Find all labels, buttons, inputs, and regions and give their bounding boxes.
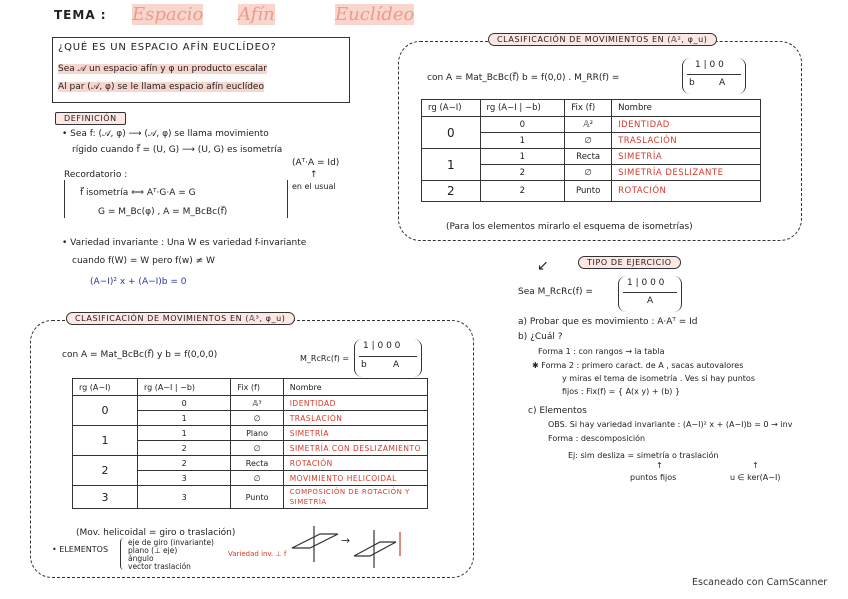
cell-nombre: IDENTIDAD [612, 117, 761, 133]
table-header-row [73, 379, 428, 396]
clasif-a3-note: (Mov. helicoidal = giro o traslación) [76, 528, 236, 538]
variedad-inv-note: Variedad inv. ⊥ f [228, 550, 287, 558]
cell-rg-b: 1 [480, 133, 565, 149]
cell-rg: 2 [73, 456, 138, 486]
clasif-a3-table [72, 378, 428, 509]
tipo-ej-arrow-2: ↑ [752, 461, 759, 470]
cell-fix: 𝔸³ [231, 396, 283, 411]
table-row [73, 456, 428, 471]
matrix-row-2-left: b [361, 360, 367, 370]
tipo-a: a) Probar que es movimiento : A·Aᵀ = Id [518, 317, 698, 327]
cell-fix: ∅ [565, 165, 612, 181]
cell-nombre: TRASLACIÓN [283, 411, 427, 426]
recordatorio-label: Recordatorio : [64, 170, 128, 180]
clasif-a2-title: CLASIFICACIÓN DE MOVIMIENTOS EN (𝔸², φ_u) [488, 33, 717, 46]
cell-fix: Recta [565, 149, 612, 165]
cell-nombre: SIMETRÍA [612, 149, 761, 165]
isometry-condition: f⃗ isometría ⟺ Aᵀ·G·A = G [80, 188, 196, 198]
table-row [73, 396, 428, 411]
cell-nombre: ROTACIÓN [612, 181, 761, 202]
arrow-glyph: → [341, 534, 351, 547]
table-row [73, 486, 428, 509]
matrix-row-1: 1 | 0 0 0 [627, 278, 665, 288]
tipo-forma2-c: fijos : Fix(f) = { A(x y) + (b) } [562, 387, 681, 396]
cell-nombre: TRASLACIÓN [612, 133, 761, 149]
tipo-arrow: ↙ [537, 258, 549, 274]
matrix-divider-h [359, 356, 417, 357]
tipo-obs: OBS. Si hay variedad invariante : (A−I)² x + (A−I)b = 0 → inv [548, 420, 793, 429]
g-a-definitions: G = M_Bc(φ) , A = M_BcBc(f⃗) [98, 207, 228, 217]
tipo-b: b) ¿Cuál ? [518, 332, 563, 342]
table-header-row [422, 100, 761, 117]
header-rg: rg (A−I) [73, 379, 138, 396]
cell-rg: 3 [73, 486, 138, 509]
cell-fix: ∅ [231, 471, 283, 486]
intro-line-1: Sea 𝒜 un espacio afín y φ un producto escalar [58, 64, 267, 74]
cell-fix: Recta [231, 456, 283, 471]
element-item: ángulo [128, 554, 154, 563]
tipo-forma1: Forma 1 : con rangos → la tabla [538, 347, 665, 356]
clasif-a3-mlabel: M_RcRc(f) = [300, 354, 350, 363]
table-row [422, 149, 761, 165]
cell-rg-b: 1 [480, 149, 565, 165]
cell-nombre: SIMETRÍA [283, 426, 427, 441]
watermark-text: Escaneado con CamScanner [692, 577, 828, 588]
cell-nombre: COMPOSICIÓN DE ROTACIÓN Y SIMETRÍA [283, 486, 427, 509]
cell-fix: 𝔸² [565, 117, 612, 133]
cell-rg: 1 [422, 149, 481, 181]
elements-brace [120, 538, 125, 570]
header-rg: rg (A−I) [422, 100, 481, 117]
tipo-matrix [618, 276, 682, 312]
cell-rg: 1 [73, 426, 138, 456]
matrix-row-1: 1 | 0 0 [695, 60, 724, 70]
helicoidal-sketch [286, 522, 406, 572]
matrix-divider-h [623, 292, 677, 293]
tipo-forma2-a: ✱ Forma 2 : primero caract. de A , sacas autovalores [532, 361, 744, 370]
variedad-line-1: • Variedad invariante : Una W es variedad f-invariante [62, 238, 307, 248]
cell-fix: Punto [565, 181, 612, 202]
variedad-line-2: cuando f(W) = W pero f(w) ≠ W [72, 256, 215, 266]
matrix-divider-h [687, 74, 741, 75]
cell-fix: Punto [231, 486, 283, 509]
definition-label: DEFINICIÓN [55, 112, 126, 125]
cell-fix: ∅ [565, 133, 612, 149]
intro-question: ¿QUÉ ES UN ESPACIO AFÍN EUCLÍDEO? [58, 42, 277, 53]
cell-rg-b: 2 [137, 456, 230, 471]
cell-rg: 0 [422, 117, 481, 149]
plane-shape [292, 534, 338, 548]
cell-nombre: IDENTIDAD [283, 396, 427, 411]
matrix-row-2-left: b [689, 78, 695, 88]
cell-fix: ∅ [231, 411, 283, 426]
clasif-a3-matrix [354, 339, 422, 377]
definition-line-1: • Sea f: (𝒜, φ) ⟶ (𝒜, φ) se llama movimiento [62, 129, 269, 139]
tipo-ej-puntos-fijos: puntos fijos [630, 473, 677, 482]
clasif-a2-matrix [682, 58, 746, 94]
definition-note-text: en el usual [292, 182, 336, 191]
element-item: vector traslación [128, 562, 191, 571]
cell-rg-b: 2 [480, 165, 565, 181]
title-word-2: Afín [238, 4, 275, 25]
header-fix: Fix (f) [565, 100, 612, 117]
element-item: eje de giro (invariante) [128, 538, 214, 547]
cell-rg-b: 0 [137, 396, 230, 411]
cell-nombre: MOVIMIENTO HELICOIDAL [283, 471, 427, 486]
clasif-a2-table [421, 99, 761, 202]
elements-label: • ELEMENTOS [52, 545, 109, 554]
title-word-3: Euclídeo [335, 4, 415, 25]
tipo-label: TIPO DE EJERCICIO [578, 256, 681, 269]
table-row [73, 426, 428, 441]
definition-line-2: rígido cuando f⃗ = (U, G) ⟶ (U, G) es isometría [72, 145, 283, 155]
matrix-row-2: A [647, 296, 654, 306]
element-item: plano (⊥ eje) [128, 546, 178, 555]
table-row [422, 117, 761, 133]
header-fix: Fix (f) [231, 379, 283, 396]
clasif-a2-con: con A = Mat_BcBc(f⃗) b = f(0,0) . M_RR(f) = [427, 73, 620, 83]
title-prefix: TEMA : [54, 8, 107, 22]
cell-rg-b: 1 [137, 426, 230, 441]
table-row [422, 181, 761, 202]
cell-nombre: SIMETRÍA DESLIZANTE [612, 165, 761, 181]
variedad-equation: (A−I)² x + (A−I)b = 0 [90, 277, 187, 287]
header-rg-b: rg (A−I | −b) [480, 100, 565, 117]
cell-rg: 2 [422, 181, 481, 202]
cell-rg: 0 [73, 396, 138, 426]
cell-fix: Plano [231, 426, 283, 441]
header-nombre: Nombre [612, 100, 761, 117]
clasif-a2-footer: (Para los elementos mirarlo el esquema de isometrías) [446, 222, 693, 232]
tipo-ej: Ej: sim desliza = simetría o traslación [568, 451, 719, 460]
tipo-forma2-b: y miras el tema de isometría . Ves si hay puntos [562, 374, 755, 383]
tipo-c: c) Elementos [528, 406, 587, 416]
title-word-1: Espacio [132, 4, 204, 25]
intro-line-2: Al par (𝒜, φ) se le llama espacio afín euclídeo [58, 82, 264, 92]
cell-rg-b: 2 [480, 181, 565, 202]
cell-rg-b: 3 [137, 471, 230, 486]
definition-note-arrow: ↑ [310, 170, 318, 180]
clasif-a3-con: con A = Mat_BcBc(f⃗) y b = f(0,0,0) [62, 350, 218, 360]
cell-rg-b: 0 [480, 117, 565, 133]
recordatorio-bracket [64, 180, 288, 218]
cell-nombre: ROTACIÓN [283, 456, 427, 471]
clasif-a3-title: CLASIFICACIÓN DE MOVIMIENTOS EN (𝔸³, φ_u) [66, 312, 295, 325]
matrix-row-2-right: A [393, 360, 400, 370]
cell-rg-b: 2 [137, 441, 230, 456]
matrix-row-2-right: A [719, 78, 726, 88]
tipo-ej-ker: u ∈ ker(A−I) [730, 473, 781, 482]
header-nombre: Nombre [283, 379, 427, 396]
cell-fix: ∅ [231, 441, 283, 456]
tipo-ej-arrow-1: ↑ [656, 461, 663, 470]
cell-rg-b: 3 [137, 486, 230, 509]
definition-note-eq: (Aᵀ·A = Id) [292, 158, 340, 168]
cell-nombre: SIMETRÍA CON DESLIZAMIENTO [283, 441, 427, 456]
cell-rg-b: 1 [137, 411, 230, 426]
tipo-sea: Sea M_RcRc(f) = [518, 287, 593, 297]
matrix-row-1: 1 | 0 0 0 [363, 341, 401, 351]
tipo-forma-desc: Forma : descomposición [548, 434, 646, 443]
header-rg-b: rg (A−I | −b) [137, 379, 230, 396]
plane-shape-2 [354, 542, 396, 556]
